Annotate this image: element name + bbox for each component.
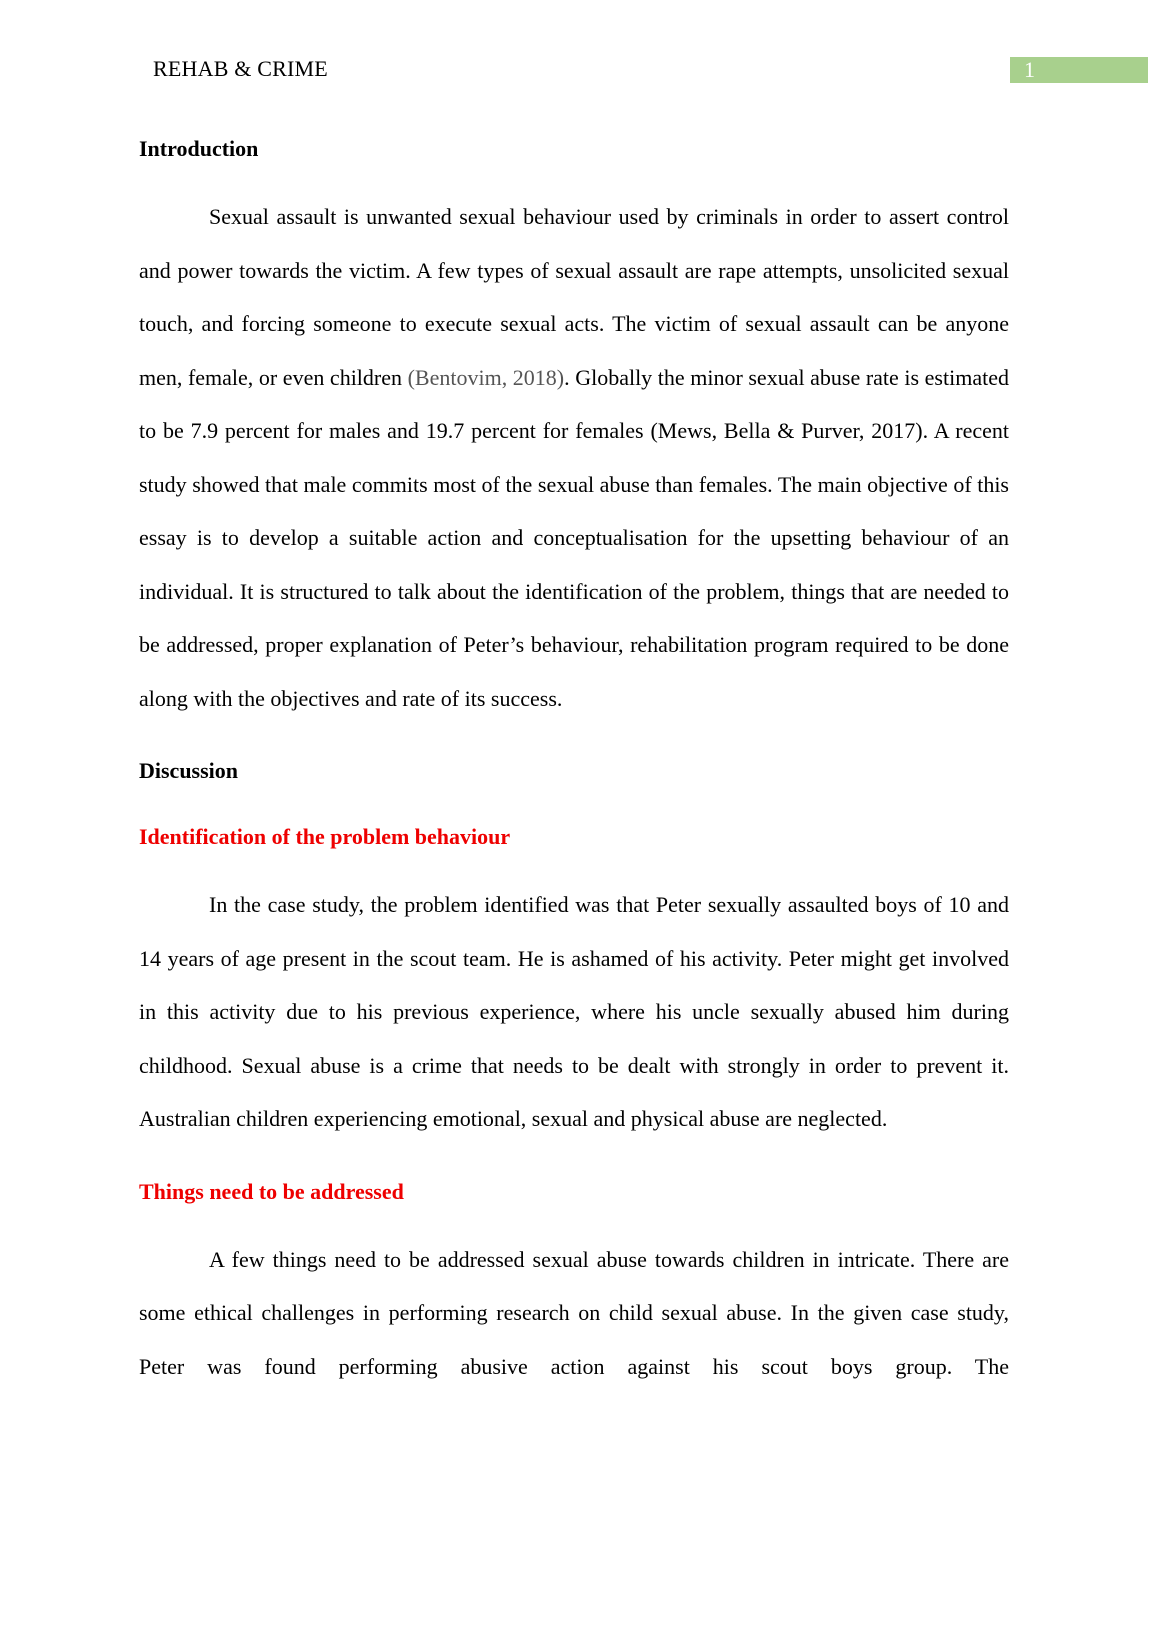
page-number-box — [1010, 57, 1148, 83]
identification-heading: Identification of the problem behaviour — [139, 824, 511, 849]
discussion-heading: Discussion — [139, 758, 239, 783]
running-head: REHAB & CRIME — [153, 56, 328, 81]
spacer — [139, 1146, 1009, 1179]
spacer — [139, 850, 1009, 878]
introduction-heading: Introduction — [139, 136, 259, 161]
spacer — [139, 725, 1009, 758]
spacer — [139, 1205, 1009, 1233]
page-number: 1 — [1024, 57, 1035, 82]
things-addressed-heading: Things need to be addressed — [139, 1178, 404, 1204]
document-body — [139, 136, 1009, 1393]
identification-paragraph: In the case study, the problem identified was that Peter sexually assaulted boys of 10 and 14 years of age present in the scout team. He is ashamed of his activity. Peter might get involved in this activity due to his previous experience, where his uncle sexually abused him during childhood. Sexual abuse is a crime that needs to be dealt with strongly in order to prevent it. Australian children experiencing emotional, sexual and physical abuse are neglected. — [139, 892, 1009, 1131]
spacer — [139, 784, 1009, 824]
introduction-text-part2: . Globally the minor sexual abuse rate is estimated to be 7.9 percent for males and 19.7 percent for females (Mews, Bella & Purver, 2017). A recent study showed that male commits most of the sexual abuse than females. The main objective of this essay is to develop a suitable action and conceptualisation for the upsetting behaviour of an individual. It is structured to talk about the identification of the problem, things that are needed to be addressed, proper explanation of Peter’s behaviour, rehabilitation program required to be done along with the objectives and rate of its success. — [139, 364, 1009, 711]
introduction-paragraph — [139, 190, 1009, 725]
citation-bentovim: (Bentovim, 2018) — [407, 364, 565, 390]
things-addressed-paragraph: A few things need to be addressed sexual abuse towards children in intricate. There are some ethical challenges in performing research on child sexual abuse. In the given case study, Peter was found performing abusive action against his scout boys group. The — [139, 1246, 1009, 1379]
introduction-text-part1: Sexual assault is unwanted sexual behaviour used by criminals in order to assert control and power towards the victim. A few types of sexual assault are rape attempts, unsolicited sexual touch, and forcing someone to execute sexual acts. The victim of sexual assault can be anyone men, female, or even children — [139, 204, 1009, 390]
spacer — [139, 162, 1009, 190]
